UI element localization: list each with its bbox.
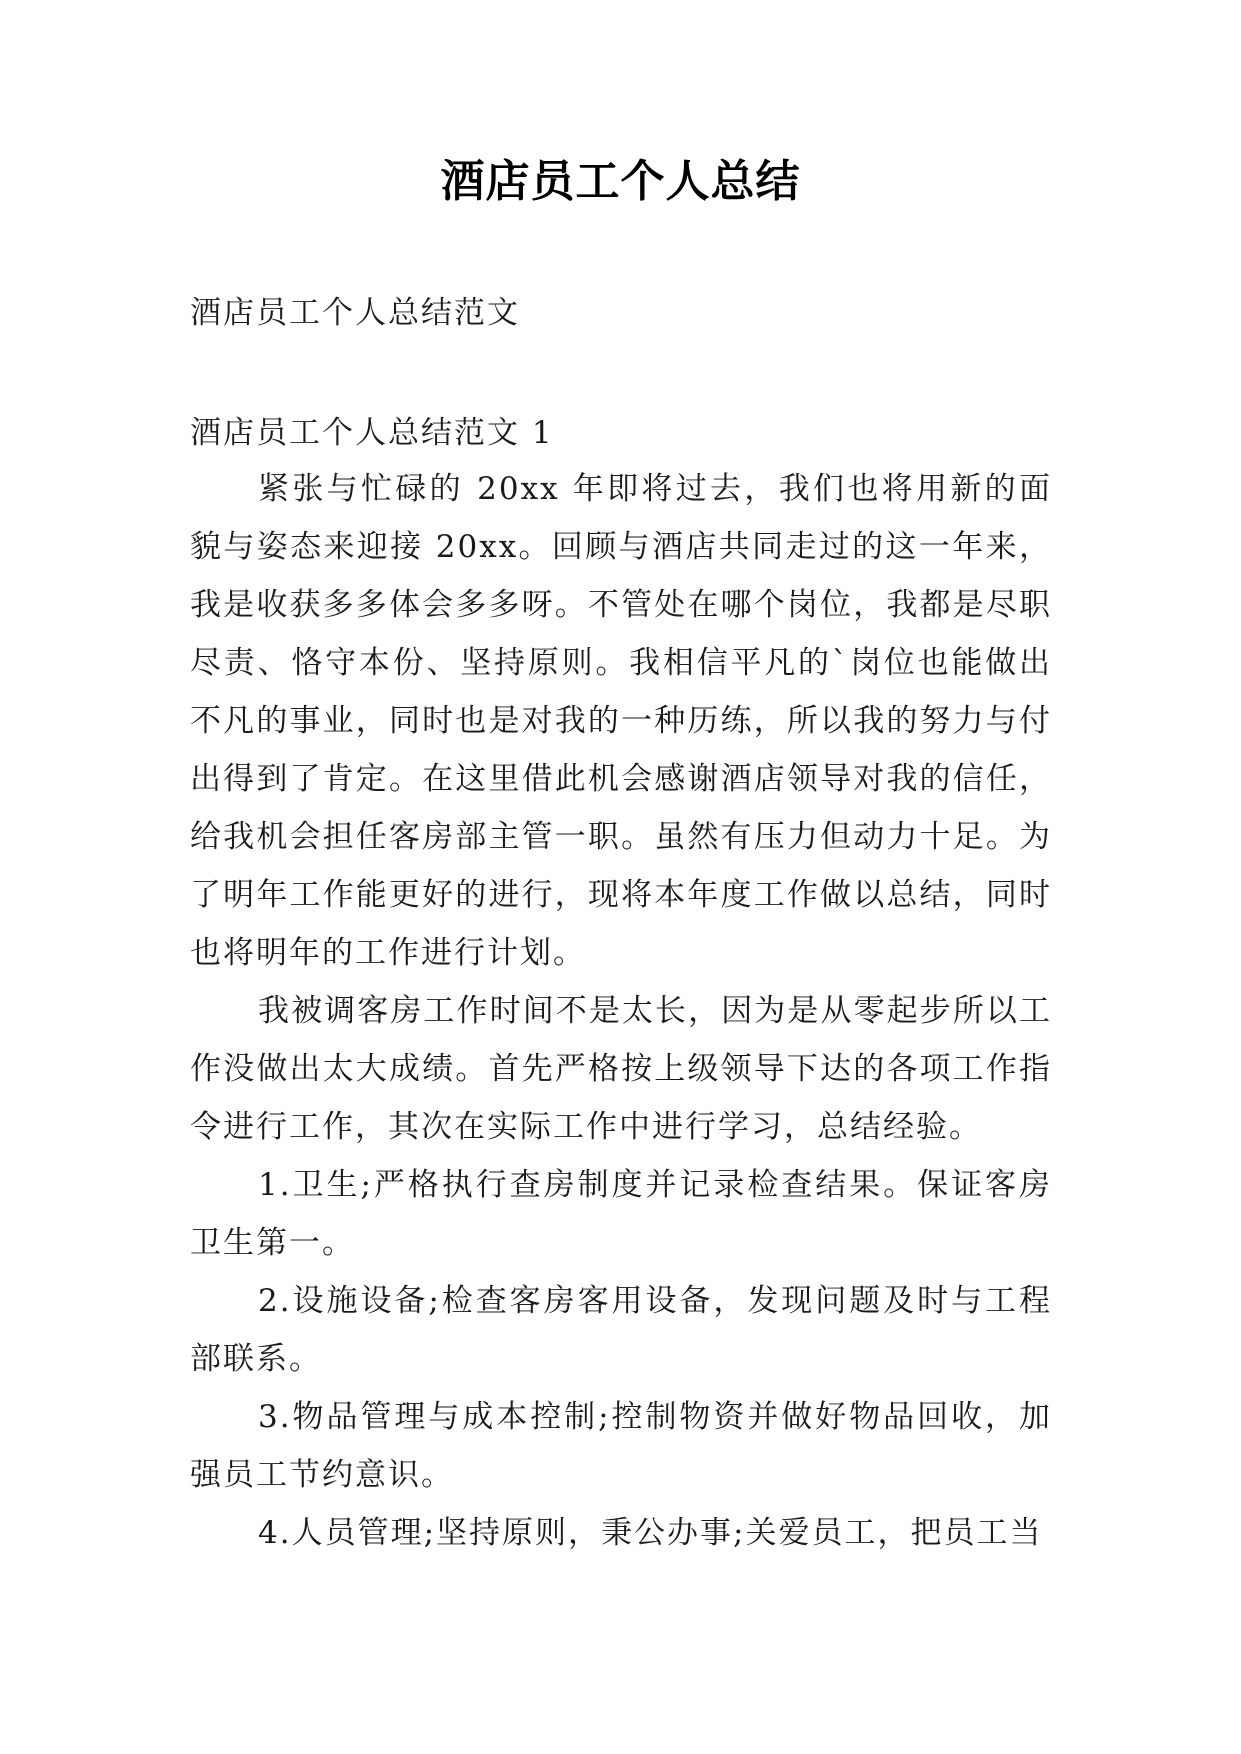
document-title: 酒店员工个人总结: [440, 156, 801, 207]
document-body: [190, 460, 1052, 1562]
list-item-facilities: 2.设施设备;检查客房客用设备，发现问题及时与工程部联系。: [190, 1283, 1052, 1377]
list-item-materials: 3.物品管理与成本控制;控制物资并做好物品回收，加强员工节约意识。: [190, 1399, 1052, 1493]
list-item-personnel: 4.人员管理;坚持原则，秉公办事;关爱员工，把员工当: [258, 1515, 1043, 1551]
paragraph-work-overview: 我被调客房工作时间不是太长，因为是从零起步所以工作没做出太大成绩。首先严格按上级领导下达的各项工作指令进行工作，其次在实际工作中进行学习，总结经验。: [190, 993, 1052, 1145]
paragraph-intro: 紧张与忙碌的 20xx 年即将过去，我们也将用新的面貌与姿态来迎接 20xx。回顾与酒店共同走过的这一年来，我是收获多多体会多多呀。不管处在哪个岗位，我都是尽职尽责、恪守本份、坚持原则。我相信平凡的`岗位也能做出不凡的事业，同时也是对我的一种历练，所以我的努力与付出得到了肯定。在这里借此机会感谢酒店领导对我的信任，给我机会担任客房部主管一职。虽然有压力但动力十足。为了明年工作能更好的进行，现将本年度工作做以总结，同时也将明年的工作进行计划。: [190, 471, 1052, 971]
list-item-hygiene: 1.卫生;严格执行查房制度并记录检查结果。保证客房卫生第一。: [190, 1167, 1052, 1261]
section-heading: 酒店员工个人总结范文 1: [190, 415, 554, 451]
document-subtitle: 酒店员工个人总结范文: [190, 295, 520, 331]
